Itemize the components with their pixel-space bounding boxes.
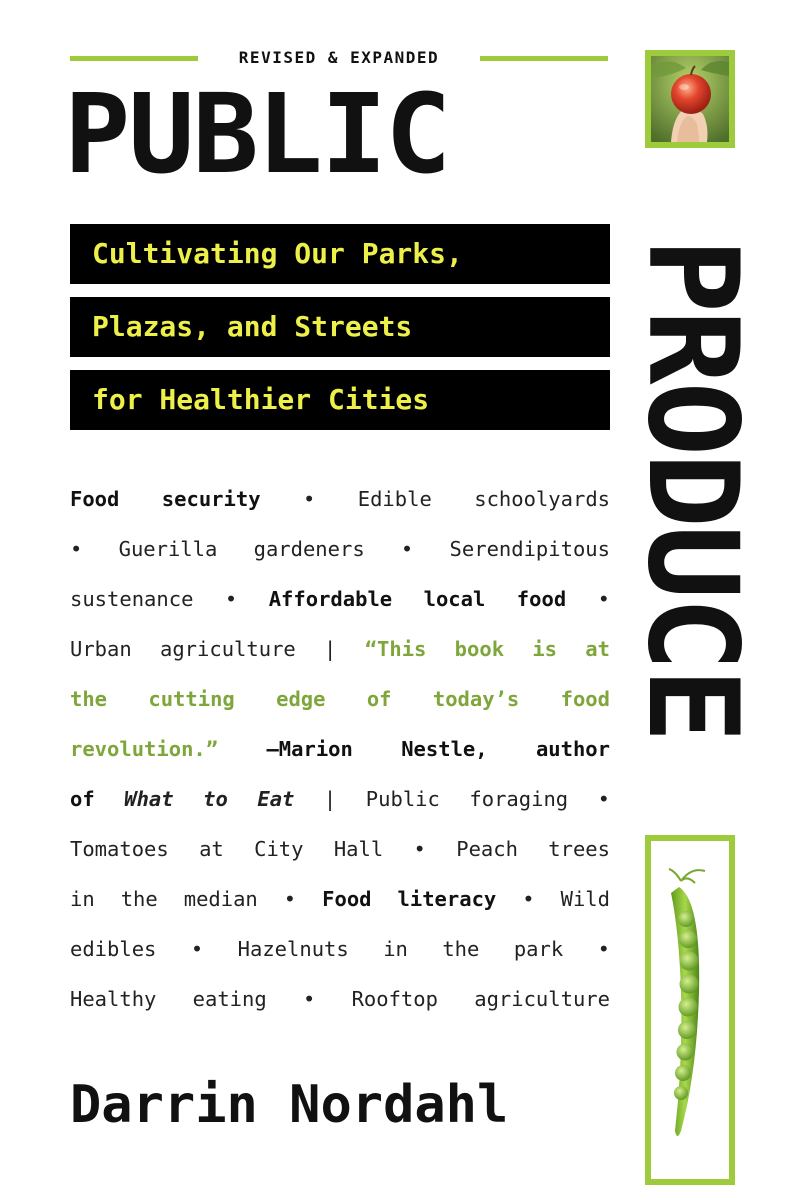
blurb-segment: —Marion Nestle, author <box>218 737 610 761</box>
blurb-line <box>70 574 610 624</box>
blurb-line <box>70 774 610 824</box>
blurb-segment: • Edible schoolyards <box>260 487 610 511</box>
top-rule-right <box>480 56 608 61</box>
top-rule-left <box>70 56 198 61</box>
blurb-segment: of <box>70 787 125 811</box>
pea-pod-icon <box>651 841 729 1179</box>
blurb-line <box>70 874 610 924</box>
blurb-segment: • Guerilla gardeners • Serendipitous <box>70 537 610 561</box>
edition-label: REVISED & EXPANDED <box>238 48 440 67</box>
blurb-line <box>70 974 610 1024</box>
blurb-line <box>70 524 610 574</box>
blurb-segment: Tomatoes at City Hall • Peach trees <box>70 837 610 861</box>
title-produce-wrap <box>620 164 764 814</box>
blurb-line <box>70 924 610 974</box>
blurb-segment: Food literacy <box>322 887 497 911</box>
blurb-segment: Food security <box>70 487 261 511</box>
blurb-line <box>70 624 610 674</box>
quote-text: revolution.” <box>70 737 219 761</box>
quote-text: the cutting edge of today’s food <box>70 687 610 711</box>
blurb-text <box>70 474 610 1024</box>
title-public: PUBLIC <box>64 70 450 198</box>
blurb-segment: | Public foraging • <box>294 787 611 811</box>
subtitle-line-3: for Healthier Cities <box>70 370 610 430</box>
pea-pod-photo <box>645 835 735 1185</box>
book-title-text: What to Eat <box>124 787 295 811</box>
subtitle-line-2: Plazas, and Streets <box>70 297 610 357</box>
blurb-line <box>70 674 610 724</box>
quote-text: “This book is at <box>364 637 610 661</box>
blurb-segment: • <box>566 587 610 611</box>
apple-in-hand-photo <box>645 50 735 148</box>
blurb-segment: Healthy eating • Rooftop agriculture <box>70 987 610 1011</box>
blurb-segment: Affordable local food <box>268 587 567 611</box>
author-name: Darrin Nordahl <box>70 1075 509 1135</box>
apple-icon <box>651 56 729 142</box>
title-produce: PRODUCE <box>620 238 764 740</box>
blurb-line <box>70 724 610 774</box>
blurb-line <box>70 824 610 874</box>
blurb-segment: in the median • <box>70 887 323 911</box>
blurb-line <box>70 474 610 524</box>
blurb-segment: sustenance • <box>70 587 269 611</box>
subtitle-line-1: Cultivating Our Parks, <box>70 224 610 284</box>
blurb-segment: • Wild <box>496 887 610 911</box>
blurb-segment: Urban agriculture | <box>70 637 365 661</box>
blurb-segment: edibles • Hazelnuts in the park • <box>70 937 610 961</box>
